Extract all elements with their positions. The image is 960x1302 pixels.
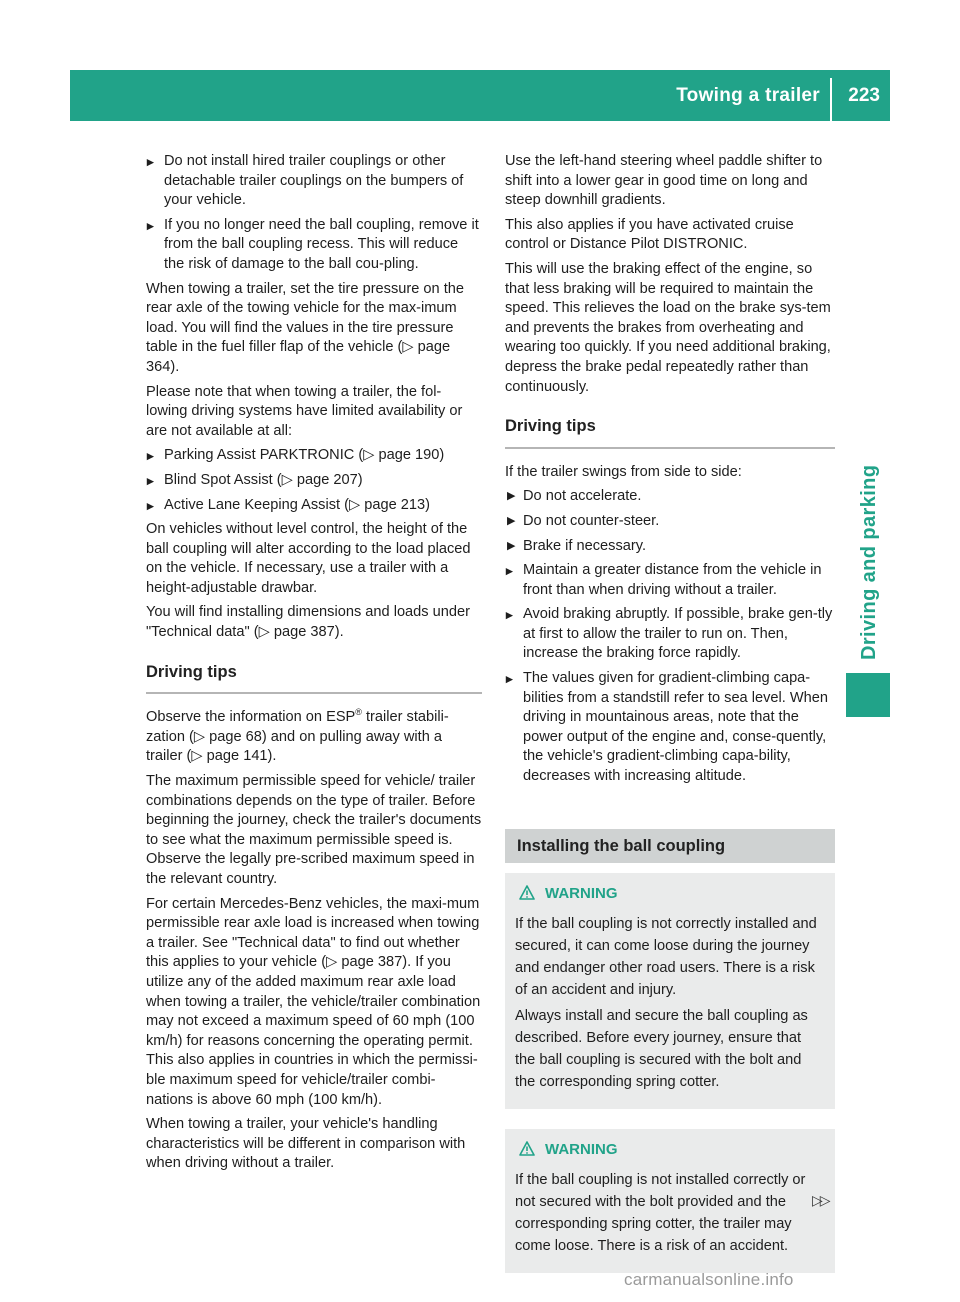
esp-text-cont: trailer stabili-zation (▷ page 68) and on pulling away with a trailer (▷ page 141). <box>146 709 449 765</box>
paragraph: The maximum permissible speed for vehicle/ trailer combinations depends on the type of trailer. Before beginning the journey, check the trailer's documents to see what the maximum permissible speed is. Observe the legally pre-scribed maximum speed in the relevant country. <box>146 773 482 887</box>
page-number: 223 <box>848 85 880 106</box>
warning-triangle-icon <box>519 885 537 907</box>
header-bar <box>70 70 890 121</box>
paragraph <box>146 708 482 767</box>
warning-header <box>515 883 825 907</box>
list-item: ▸ Blind Spot Assist (▷ page 207) <box>146 471 482 491</box>
list-item: ▸ Maintain a greater distance from the vehicle in front than when driving without a trailer. <box>505 561 835 600</box>
step-item: ▶ Do not accelerate. <box>505 487 835 507</box>
step-item: ▶ Brake if necessary. <box>505 537 835 557</box>
paragraph: This will use the braking effect of the engine, so that less braking will be required to maintain the speed. This relieves the load on the brake sys-tem and prevents the brakes from overheating and wearing too quickly. If you need additional braking, depress the brake pedal repeatedly rather than continuously. <box>505 260 831 395</box>
section-heading: Driving tips <box>146 663 482 695</box>
paragraph: Please note that when towing a trailer, the fol-lowing driving systems have limited availability or are not available at all: <box>146 383 463 439</box>
warning-label: WARNING <box>545 884 618 902</box>
watermark: carmanualsonline.info <box>624 1270 794 1289</box>
header-divider <box>830 78 832 121</box>
paragraph: When towing a trailer, your vehicle's handling characteristics will be different in comparison with when driving without a trailer. <box>146 1116 466 1172</box>
chapter-tab-label: Driving and parking <box>858 464 880 660</box>
warning-box <box>505 873 835 1109</box>
installing-heading: Installing the ball coupling <box>505 829 835 863</box>
warning-label: WARNING <box>545 1140 618 1158</box>
section-heading: Driving tips <box>505 417 835 449</box>
page-title: Towing a trailer <box>676 85 820 106</box>
registered-mark: ® <box>355 707 362 718</box>
paragraph: When towing a trailer, set the tire pressure on the rear axle of the towing vehicle for the max-imum load. You will find the values in the tire pressure table in the fuel filler flap of the vehicle (▷ page 364). <box>146 280 464 375</box>
paragraph: If the trailer swings from side to side: <box>505 463 742 480</box>
list-item: ▸ The values given for gradient-climbing capa-bilities from a standstill refer to sea level. When driving in mountainous areas, note that the power output of the engine and, conse-quently, the vehicle's gradient-climbing capa-bility, decreases with increasing altitude. <box>505 669 835 787</box>
list-item: ▸ Active Lane Keeping Assist (▷ page 213) <box>146 496 482 516</box>
list-item: ▸ Do not install hired trailer couplings or other detachable trailer couplings on the bumpers of your vehicle. <box>146 152 482 211</box>
warning-text: If the ball coupling is not installed correctly or not secured with the bolt provided and the corresponding spring cotter, the trailer may come loose. There is a risk of an accident. <box>515 1171 806 1254</box>
paragraph: You will find installing dimensions and loads under "Technical data" (▷ page 387). <box>146 604 470 641</box>
step-item: ▶ Do not counter-steer. <box>505 512 835 532</box>
list-item: ▸ Avoid braking abruptly. If possible, brake gen-tly at first to allow the trailer to run on. Then, increase the braking force rapidly. <box>505 605 835 664</box>
paragraph: On vehicles without level control, the height of the ball coupling will alter according to the load placed on the vehicle. If necessary, use a trailer with a height-adjustable drawbar. <box>146 521 471 596</box>
list-item: ▸ Parking Assist PARKTRONIC (▷ page 190) <box>146 446 482 466</box>
paragraph: Use the left-hand steering wheel paddle shifter to shift into a lower gear in good time on long and steep downhill gradients. <box>505 153 823 209</box>
paragraph: For certain Mercedes-Benz vehicles, the maxi-mum permissible rear axle load is increased when towing a trailer. See "Technical data" to find out whether this applies to your vehicle (▷ page 387). If you utilize any of the added maximum rear axle load when towing a trailer, the vehicle/trailer combination may not exceed a maximum speed of 60 mph (100 km/h) for reasons concerning the operating permit. This also applies in countries in which the permissi-ble maximum speed for vehicle/trailer combi-nations is above 60 mph (100 km/h). <box>146 895 481 1108</box>
continue-icon: ▷▷ <box>812 1192 828 1208</box>
warning-triangle-icon <box>519 1141 537 1163</box>
warning-header <box>515 1139 825 1163</box>
warning-text: If the ball coupling is not correctly installed and secured, it can come loose during the journey and endanger other road users. There is a risk of an accident and injury. <box>515 915 817 998</box>
right-column <box>505 152 835 1273</box>
list-item: ▸ If you no longer need the ball coupling, remove it from the ball coupling recess. This will reduce the risk of damage to the ball cou-pling. <box>146 216 482 275</box>
chapter-marker <box>846 673 890 717</box>
esp-text: Observe the information on ESP <box>146 709 356 726</box>
warning-box <box>505 1129 835 1273</box>
warning-text: Always install and secure the ball coupling as described. Before every journey, ensure that the ball coupling is secured with the bolt and the corresponding spring cotter. <box>515 1007 808 1090</box>
paragraph: This also applies if you have activated cruise control or Distance Pilot DISTRONIC. <box>505 216 794 253</box>
left-column <box>146 152 482 1179</box>
